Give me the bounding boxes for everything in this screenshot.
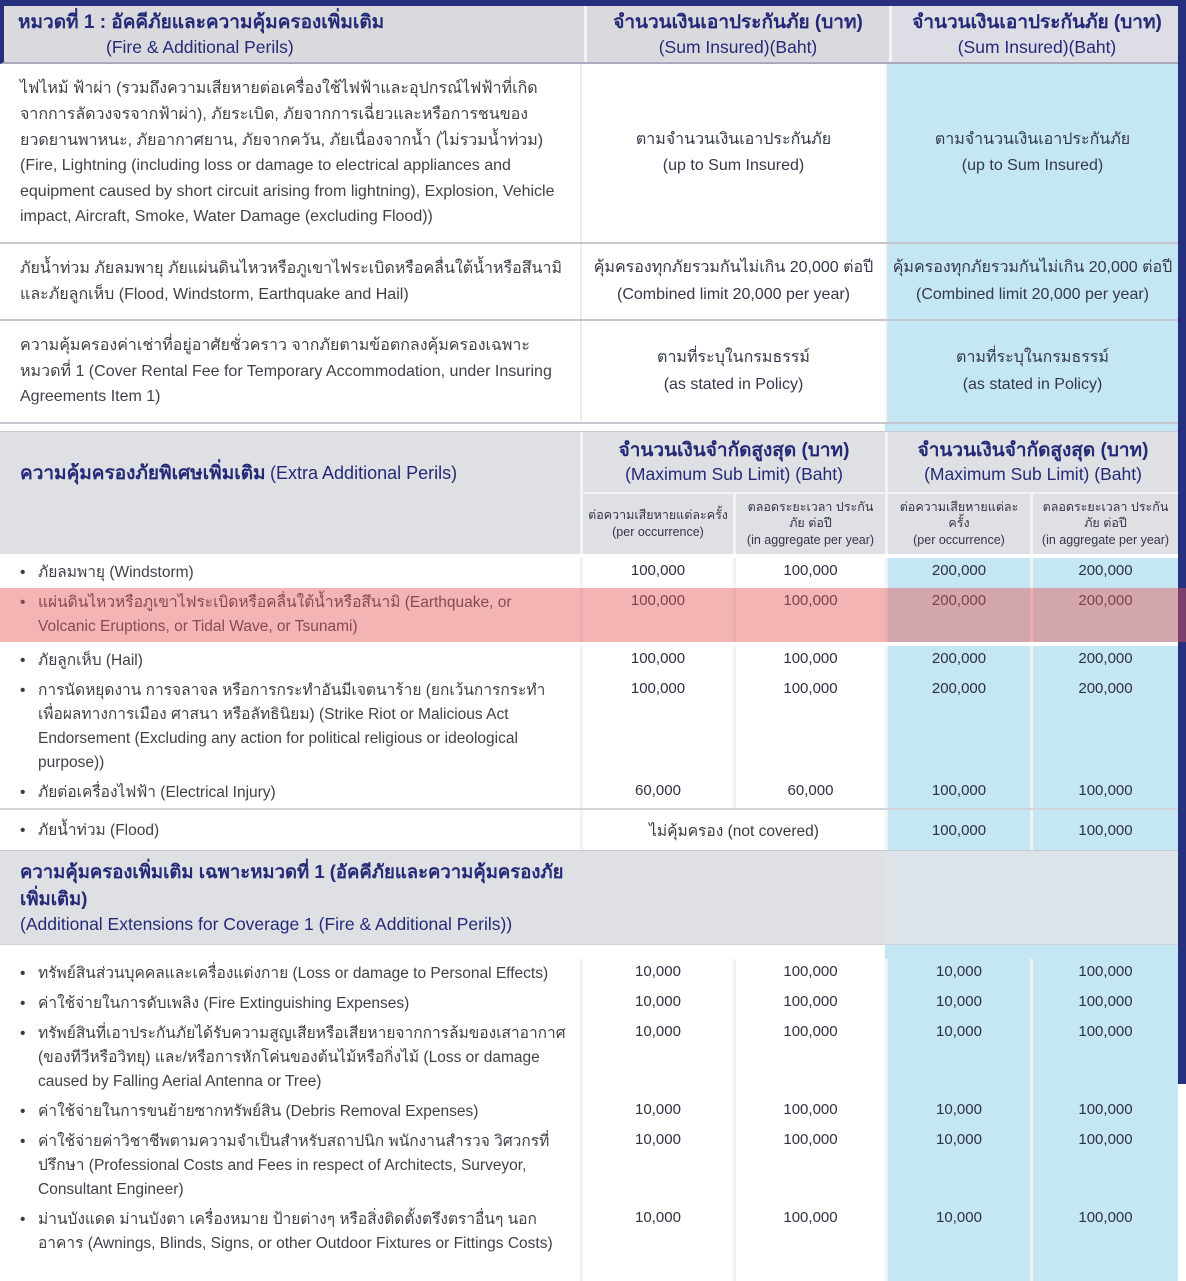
max-sublimit-header-plan1: [580, 432, 885, 492]
peril-description: [0, 778, 580, 808]
value-aggregate-plan2: 100,000: [1030, 1019, 1178, 1097]
table-row: [0, 64, 1178, 244]
sub-header-th: ตลอดระยะเวลา ประกันภัย ต่อปี: [747, 499, 874, 531]
sub-header-th: ต่อความเสียหายแต่ละครั้ง: [899, 499, 1019, 531]
value-aggregate-plan2: 200,000: [1030, 558, 1178, 588]
sub-header-th: ต่อความเสียหายแต่ละครั้ง: [588, 508, 728, 523]
sum-insured-th: จำนวนเงินเอาประกันภัย (บาท): [613, 12, 863, 33]
value-aggregate: 100,000: [733, 1019, 885, 1097]
peril-description: ภัยน้ำท่วม ภัยลมพายุ ภัยแผ่นดินไหวหรือภูเขาไฟระเบิดหรือคลื่นใต้น้ำหรือสึนามิ และภัยลูกเห็บ (Flood, Windstorm, Earthquake and Hail): [0, 244, 580, 319]
value-per-occurrence-plan2: 10,000: [885, 1127, 1030, 1205]
value-aggregate: 100,000: [733, 1097, 885, 1127]
table-row: [0, 959, 1178, 989]
value-per-occurrence-plan2: 100,000: [885, 810, 1030, 850]
value-aggregate: 100,000: [733, 959, 885, 989]
section-title-en: (Extra Additional Perils): [270, 462, 458, 483]
value-aggregate-plan2: 100,000: [1030, 810, 1178, 850]
value-aggregate-plan2: 100,000: [1030, 989, 1178, 1019]
plan1-value-cell: [580, 64, 885, 242]
sum-insured-header-plan1: [584, 6, 889, 62]
peril-label: การนัดหยุดงาน การจลาจล หรือการกระทำอันมีเจตนาร้าย (ยกเว้นการกระทำเพื่อผลทางการเมือง ศาสนา หรือลัทธินิยม) (Strike Riot or Malicious Act Endorsement (Excluding any action for political religious or ideological purpose)): [38, 681, 546, 772]
max-sublimit-header-plan2: [885, 432, 1178, 492]
section-title-en: (Additional Extensions for Coverage 1 (Fire & Additional Perils)): [20, 913, 513, 934]
value-aggregate: 60,000: [733, 778, 885, 808]
sub-header-en: (per occurrence): [913, 533, 1005, 548]
bullet-icon: •: [20, 1103, 26, 1121]
table-row: [0, 989, 1178, 1019]
value-per-occurrence-plan2: 200,000: [885, 646, 1030, 676]
peril-description: [0, 810, 580, 850]
peril-description: [0, 1205, 580, 1281]
table-row: [0, 642, 1178, 676]
value-per-occurrence: 10,000: [580, 1127, 733, 1205]
peril-label: ค่าใช้จ่ายในการขนย้ายซากทรัพย์สิน (Debris Removal Expenses): [38, 1103, 479, 1121]
value-per-occurrence-plan2: 10,000: [885, 1019, 1030, 1097]
bullet-icon: •: [20, 995, 26, 1013]
value-aggregate-plan2: 100,000: [1030, 959, 1178, 989]
table-row-highlighted: [0, 588, 1178, 642]
section-title-cell: [0, 851, 580, 944]
bullet-icon: •: [20, 965, 26, 983]
bullet-icon: •: [20, 593, 26, 611]
value-th: คุ้มครองทุกภัยรวมกันไม่เกิน 20,000 ต่อปี: [892, 259, 1173, 277]
value-aggregate: 100,000: [733, 588, 885, 642]
bullet-icon: •: [20, 784, 26, 802]
section-title-th: ความคุ้มครองเพิ่มเติม เฉพาะหมวดที่ 1 (อัคคีภัยและความคุ้มครองภัยเพิ่มเติม): [20, 861, 564, 909]
section-title-cell: [0, 432, 580, 554]
plan1-value-cell: [580, 321, 885, 422]
sum-insured-header-plan2: [889, 6, 1182, 62]
peril-description: [0, 1097, 580, 1127]
table-header-row: [0, 6, 1182, 64]
per-occurrence-header-plan2: [885, 492, 1030, 554]
value-th: ตามที่ระบุในกรมธรรม์: [657, 349, 810, 367]
plan2-value-cell: [885, 64, 1178, 242]
table-row: [0, 778, 1178, 810]
category-header-cell: [4, 6, 584, 62]
value-aggregate: 100,000: [733, 676, 885, 778]
peril-description: [0, 1127, 580, 1205]
peril-label: ทรัพย์สินส่วนบุคคลและเครื่องแต่งกาย (Loss or damage to Personal Effects): [38, 965, 549, 983]
value-per-occurrence: 10,000: [580, 989, 733, 1019]
value-per-occurrence-plan2: 200,000: [885, 676, 1030, 778]
max-sublimit-en: (Maximum Sub Limit) (Baht): [625, 464, 843, 485]
value-per-occurrence: 10,000: [580, 1205, 733, 1281]
value-aggregate-plan2: 100,000: [1030, 1127, 1178, 1205]
sum-insured2-th: จำนวนเงินเอาประกันภัย (บาท): [912, 12, 1162, 33]
sub-header-en: (per occurrence): [612, 524, 704, 539]
sub-header-en: (in aggregate per year): [746, 533, 875, 548]
bullet-icon: •: [20, 822, 26, 840]
peril-label: แผ่นดินไหวหรือภูเขาไฟระเบิดหรือคลื่นใต้น้ำหรือสึนามิ (Earthquake, or Volcanic Eruptions, or Tidal Wave, or Tsunami): [38, 593, 512, 635]
sum-insured2-en: (Sum Insured)(Baht): [957, 36, 1117, 57]
value-per-occurrence-plan2: 200,000: [885, 558, 1030, 588]
value-en: (up to Sum Insured): [662, 157, 805, 175]
value-per-occurrence: 100,000: [580, 676, 733, 778]
value-aggregate-plan2: 100,000: [1030, 1205, 1178, 1281]
peril-label: ภัยต่อเครื่องไฟฟ้า (Electrical Injury): [38, 784, 276, 802]
peril-description: [0, 646, 580, 676]
peril-label: ค่าใช้จ่ายค่าวิชาชีพตามความจำเป็นสำหรับสถาปนิก พนักงานสำรวจ วิศวกรที่ปรึกษา (Professional Costs and Fees in respect of Architects, Surveyor, Consultant Engineer): [38, 1133, 550, 1199]
aggregate-header: [733, 492, 885, 554]
table-row: [0, 1205, 1178, 1281]
bullet-icon: •: [20, 563, 26, 581]
peril-label: ม่านบังแดด ม่านบังตา เครื่องหมาย ป้ายต่างๆ หรือสิ่งติดตั้งตรึงตราอื่นๆ นอกอาคาร (Awnings, Blinds, Signs, or other Outdoor Fixtures or Fittings Costs): [38, 1211, 553, 1253]
value-aggregate: 100,000: [733, 1127, 885, 1205]
table-row-flood: [0, 810, 1178, 850]
value-th: ตามที่ระบุในกรมธรรม์: [956, 349, 1109, 367]
additional-extensions-header: [0, 850, 1178, 945]
peril-label: ภัยลูกเห็บ (Hail): [38, 651, 143, 669]
plan1-value-cell: [580, 244, 885, 319]
peril-description: ไฟไหม้ ฟ้าผ่า (รวมถึงความเสียหายต่อเครื่องใช้ไฟฟ้าและอุปกรณ์ไฟฟ้าที่เกิดจากการลัดวงจรจากฟ้าผ่า), ภัยระเบิด, ภัยจากการเฉี่ยวและหรือการชนของยวดยานพาหนะ, ภัยอากาศยาน, ภัยจากควัน, ภัยเนื่องจากน้ำ (ไม่รวมน้ำท่วม) (Fire, Lightning (including loss or damage to electrical appliances and equipment caused by short circuit arising from lightning), Explosion, Vehicle impact, Aircraft, Smoke, Water Damage (excluding Flood)): [0, 64, 580, 242]
value-per-occurrence: 60,000: [580, 778, 733, 808]
peril-description: [0, 989, 580, 1019]
sub-header-th: ตลอดระยะเวลา ประกันภัย ต่อปี: [1042, 499, 1169, 531]
value-aggregate: 100,000: [733, 1205, 885, 1281]
table-row: [0, 676, 1178, 778]
value-aggregate: 100,000: [733, 646, 885, 676]
sub-header-en: (in aggregate per year): [1041, 533, 1170, 548]
not-covered-cell: ไม่คุ้มครอง (not covered): [580, 810, 885, 850]
value-aggregate-plan2: 200,000: [1030, 588, 1178, 642]
sum-insured-en: (Sum Insured)(Baht): [658, 36, 818, 57]
plan2-value-cell: [885, 244, 1178, 319]
value-en: (Combined limit 20,000 per year): [916, 285, 1149, 303]
table-row: [0, 1127, 1178, 1205]
peril-description: [0, 558, 580, 588]
bullet-icon: •: [20, 651, 26, 669]
value-en: (as stated in Policy): [663, 375, 804, 393]
value-th: ตามจำนวนเงินเอาประกันภัย: [934, 130, 1131, 148]
bullet-icon: •: [20, 1211, 26, 1229]
max-sublimit-th: จำนวนเงินจำกัดสูงสุด (บาท): [618, 439, 850, 461]
peril-description: ความคุ้มครองค่าเช่าที่อยู่อาศัยชั่วคราว จากภัยตามข้อตกลงคุ้มครองเฉพาะหมวดที่ 1 (Cover Rental Fee for Temporary Accommodation, under Insuring Agreements Item 1): [0, 321, 580, 422]
peril-label: ค่าใช้จ่ายในการดับเพลิง (Fire Extinguishing Expenses): [38, 995, 410, 1013]
value-per-occurrence-plan2: 10,000: [885, 1205, 1030, 1281]
peril-description: [0, 1019, 580, 1097]
plan2-value-cell: [885, 321, 1178, 422]
category-title-en: (Fire & Additional Perils): [106, 36, 294, 57]
per-occurrence-header: [580, 492, 733, 554]
peril-description: [0, 588, 580, 642]
table-row: [0, 321, 1178, 424]
category-title-th: หมวดที่ 1 : อัคคีภัยและความคุ้มครองเพิ่มเติม: [18, 12, 385, 33]
table-row: [0, 1019, 1178, 1097]
value-en: (Combined limit 20,000 per year): [617, 285, 850, 303]
value-per-occurrence: 100,000: [580, 646, 733, 676]
section-title-th: ความคุ้มครองภัยพิเศษเพิ่มเติม: [20, 462, 266, 484]
value-per-occurrence-plan2: 200,000: [885, 588, 1030, 642]
value-per-occurrence: 10,000: [580, 1019, 733, 1097]
row-gap: [0, 945, 1178, 959]
value-per-occurrence: 100,000: [580, 588, 733, 642]
value-aggregate-plan2: 200,000: [1030, 676, 1178, 778]
peril-label: ทรัพย์สินที่เอาประกันภัยได้รับความสูญเสียหรือเสียหายจากการล้มของเสาอากาศ (ของทีวีหรือวิทยุ) และ/หรือการหักโค่นของต้นไม้หรือกิ่งไม้ (Loss or damage caused by Falling Aerial Antenna or Tree): [38, 1025, 566, 1091]
value-per-occurrence: 100,000: [580, 558, 733, 588]
bullet-icon: •: [20, 681, 26, 699]
peril-description: [0, 676, 580, 778]
value-aggregate-plan2: 200,000: [1030, 646, 1178, 676]
value-aggregate: 100,000: [733, 558, 885, 588]
table-row: [0, 1097, 1178, 1127]
peril-description: [0, 959, 580, 989]
bullet-icon: •: [20, 1025, 26, 1043]
table-row: [0, 244, 1178, 321]
right-accent-bar: [1178, 0, 1186, 1084]
value-per-occurrence: 10,000: [580, 1097, 733, 1127]
value-en: (up to Sum Insured): [961, 157, 1104, 175]
peril-label: ภัยลมพายุ (Windstorm): [38, 563, 194, 581]
value-per-occurrence-plan2: 10,000: [885, 959, 1030, 989]
value-per-occurrence: 10,000: [580, 959, 733, 989]
value-aggregate-plan2: 100,000: [1030, 1097, 1178, 1127]
max-sublimit-th: จำนวนเงินจำกัดสูงสุด (บาท): [917, 439, 1149, 461]
row-gap: [0, 424, 1178, 431]
bullet-icon: •: [20, 1133, 26, 1151]
table-row: [0, 554, 1178, 588]
peril-label: ภัยน้ำท่วม (Flood): [38, 822, 160, 840]
extra-perils-header: [0, 431, 1178, 554]
aggregate-header-plan2: [1030, 492, 1178, 554]
value-th: คุ้มครองทุกภัยรวมกันไม่เกิน 20,000 ต่อปี: [593, 259, 874, 277]
value-per-occurrence-plan2: 10,000: [885, 989, 1030, 1019]
value-en: (as stated in Policy): [962, 375, 1103, 393]
value-per-occurrence-plan2: 100,000: [885, 778, 1030, 808]
value-aggregate: 100,000: [733, 989, 885, 1019]
max-sublimit-en: (Maximum Sub Limit) (Baht): [924, 464, 1142, 485]
value-th: ตามจำนวนเงินเอาประกันภัย: [635, 130, 832, 148]
value-per-occurrence-plan2: 10,000: [885, 1097, 1030, 1127]
value-aggregate-plan2: 100,000: [1030, 778, 1178, 808]
